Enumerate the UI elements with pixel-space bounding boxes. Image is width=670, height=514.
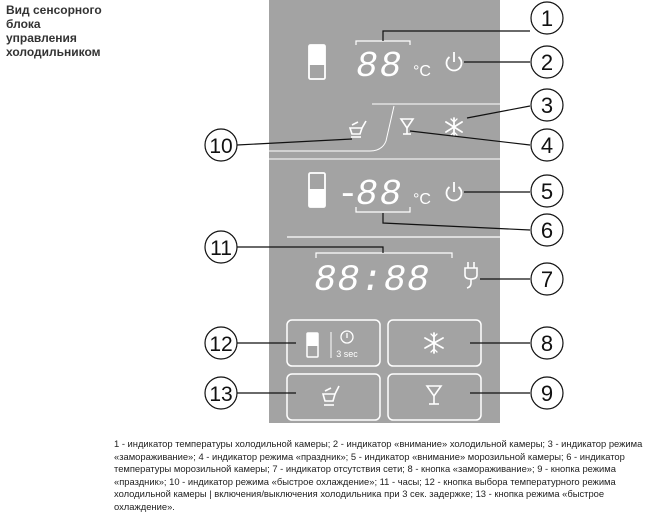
callout-3: [531, 89, 563, 121]
quick-cool-indicator-icon: [350, 121, 366, 137]
cocktail-glass-icon: [427, 386, 441, 404]
svg-text:13: 13: [209, 383, 233, 406]
diagram-title: Вид сенсорного блока управления холодильником: [6, 3, 102, 59]
callout-7: [531, 263, 563, 295]
callout-10: [205, 129, 237, 161]
freezer-degree-c: °C: [413, 191, 431, 208]
freezer-attention-icon: [447, 182, 462, 201]
snowflake-icon: [425, 333, 443, 353]
separator-line: [269, 106, 394, 151]
party-mode-indicator-icon: [401, 119, 413, 134]
fridge-degree-c: °C: [413, 63, 431, 80]
party-mode-button[interactable]: [388, 374, 481, 420]
clock-display: 88:88: [314, 260, 431, 302]
svg-text:10: 10: [209, 135, 233, 158]
callout-6: [531, 214, 563, 246]
svg-text:2: 2: [540, 50, 554, 75]
callout-11: [205, 231, 237, 263]
svg-text:9: 9: [540, 381, 554, 406]
freezer-temperature-digits: 88: [356, 174, 404, 215]
fridge-temperature-digits: 88: [356, 46, 404, 87]
freeze-mode-indicator-icon: [446, 118, 462, 136]
callout-1: [531, 2, 563, 34]
freeze-button[interactable]: [388, 320, 481, 366]
fridge-icon: [309, 45, 325, 79]
hold-duration-label: 3 sec: [336, 349, 358, 359]
callout-13: [205, 377, 237, 409]
freezer-minus-sign: -: [337, 174, 359, 215]
callout-8: [531, 327, 563, 359]
fridge-temperature-display: [356, 42, 431, 87]
svg-text:11: 11: [210, 237, 232, 260]
freezer-temperature-display: [337, 174, 431, 215]
power-outage-plug-icon: [465, 262, 477, 288]
clock-bracket: [316, 253, 452, 258]
callout-12: [205, 327, 237, 359]
callout-4: [531, 129, 563, 161]
svg-text:3: 3: [540, 93, 554, 118]
callout-2: [531, 46, 563, 78]
svg-text:5: 5: [540, 179, 554, 204]
quick-cool-button[interactable]: [287, 374, 380, 420]
svg-text:6: 6: [540, 218, 554, 243]
fridge-display-bracket: [356, 41, 410, 45]
svg-text:8: 8: [540, 331, 554, 356]
svg-text:12: 12: [209, 333, 233, 356]
quick-cool-icon: [323, 386, 339, 405]
callout-9: [531, 377, 563, 409]
svg-text:4: 4: [540, 133, 554, 158]
legend-caption: 1 - индикатор температуры холодильной камеры; 2 - индикатор «внимание» холодильной камеры; 3 - индикатор режима «замораживание»; 4 - индикатор режима «праздник»; 5 - индикатор «внимание» морозильной камеры; 6 - индикатор температуры морозильной камеры; 7 - индикатор отсутствия сети; 8 - кнопка «замораживание»; 9 - кнопка режима «праздник»; 10 - индикатор режима «быстрое охлаждение»; 11 - часы; 12 - кнопка выбора температурного режима холодильной камеры | включения/выключения холодильника при 3 сек. задержке; 13 - кнопка режима «быстрое охлаждение».: [114, 438, 643, 512]
fridge-attention-icon: [447, 52, 462, 71]
temperature-mode-button[interactable]: [287, 320, 380, 366]
svg-text:1: 1: [540, 6, 554, 31]
callout-5: [531, 175, 563, 207]
power-icon: [341, 331, 353, 343]
freezer-icon: [309, 173, 325, 207]
svg-text:7: 7: [540, 267, 554, 292]
